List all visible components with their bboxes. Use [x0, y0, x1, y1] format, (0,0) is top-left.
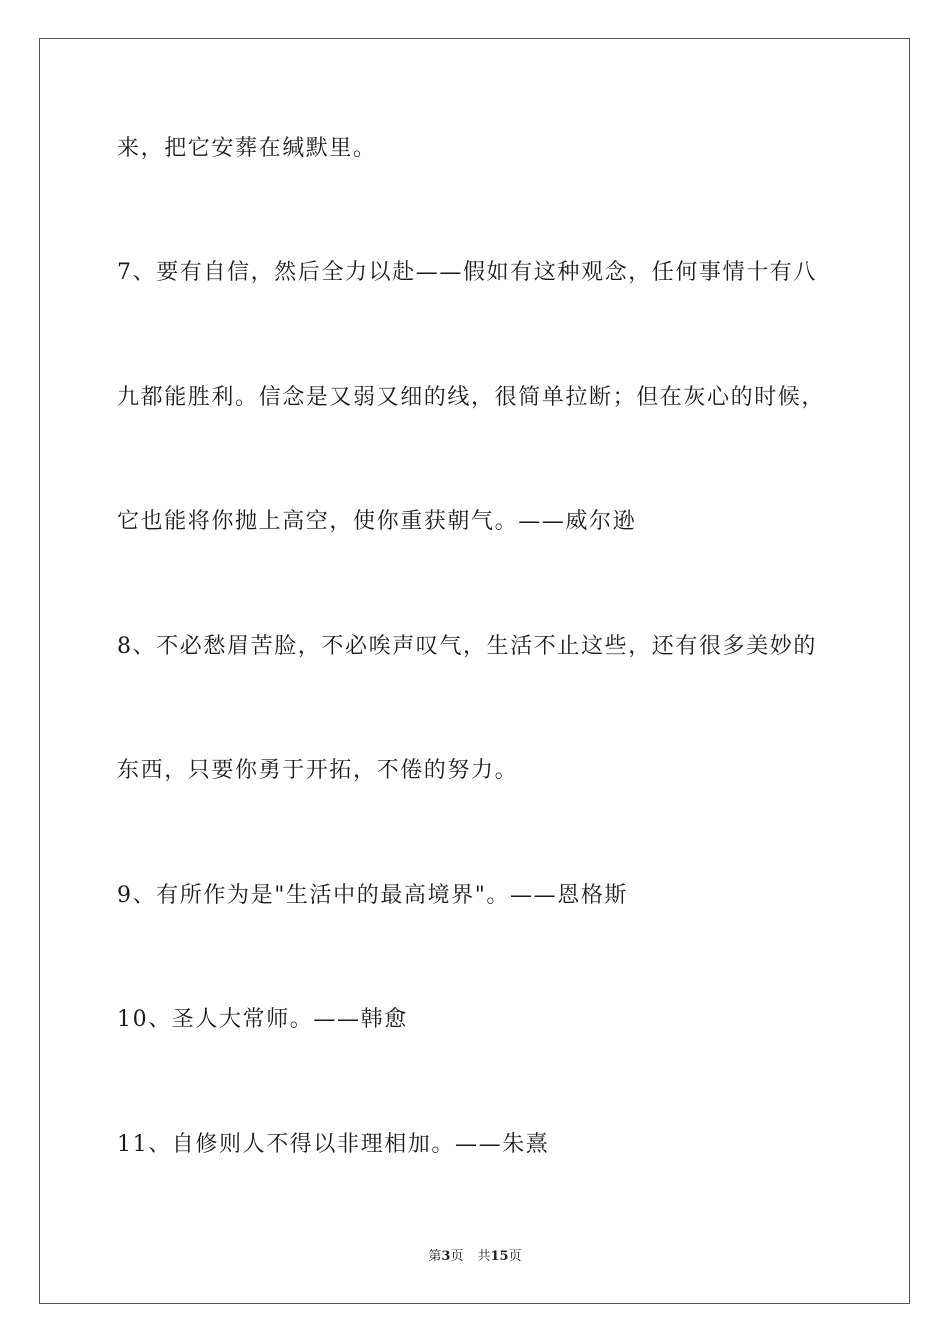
text-line-8: 10、圣人大常师。——韩愈 — [117, 1007, 408, 1032]
text-line-7: 9、有所作为是"生活中的最高境界"。——恩格斯 — [117, 883, 629, 908]
page-border — [39, 38, 910, 1304]
total-page-count: 15 — [490, 1249, 509, 1264]
page-footer — [0, 1248, 950, 1266]
current-page-number: 3 — [441, 1249, 451, 1264]
text-line-1: 来，把它安葬在缄默里。 — [117, 136, 377, 161]
text-line-6: 东西，只要你勇于开拓，不倦的努力。 — [117, 758, 519, 783]
page-suffix: 页 — [450, 1249, 464, 1264]
text-line-4: 它也能将你抛上高空，使你重获朝气。——威尔逊 — [117, 509, 637, 534]
total-suffix: 页 — [508, 1249, 522, 1264]
text-line-3: 九都能胜利。信念是又弱又细的线，很简单拉断；但在灰心的时候， — [117, 385, 826, 410]
text-line-9: 11、自修则人不得以非理相加。——朱熹 — [117, 1132, 550, 1157]
text-line-2: 7、要有自信，然后全力以赴——假如有这种观念，任何事情十有八 — [117, 260, 817, 285]
page-prefix: 第 — [428, 1249, 442, 1264]
text-line-5: 8、不必愁眉苦脸，不必唉声叹气，生活不止这些，还有很多美妙的 — [117, 634, 817, 659]
total-prefix: 共 — [477, 1249, 491, 1264]
